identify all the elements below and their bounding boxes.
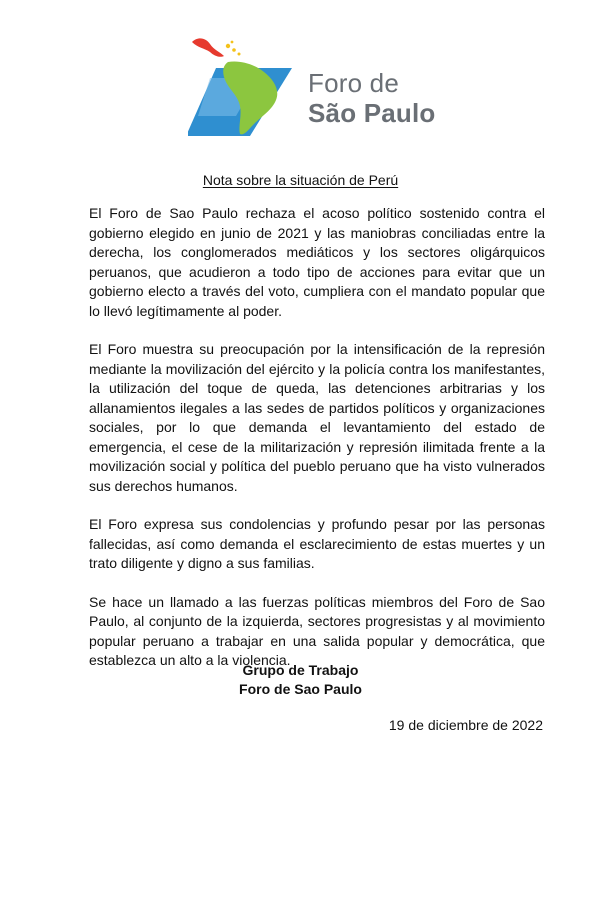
document-title: Nota sobre la situación de Perú bbox=[202, 172, 399, 188]
signature-line2: Foro de Sao Paulo bbox=[239, 681, 362, 697]
signature-block bbox=[0, 661, 601, 699]
foro-de-sao-paulo-logo bbox=[188, 32, 448, 142]
logo-wordmark bbox=[308, 70, 436, 126]
paragraph: El Foro de Sao Paulo rechaza el acoso político sostenido contra el gobierno elegido en junio de 2021 y las maniobras conciliadas entre la derecha, los conglomerados mediáticos y los sectores oligárquicos peruanos, que acudieron a todo tipo de acciones para evitar que un gobierno electo a través del voto, cumpliera con el mandato popular que lo llevó legítimamente al poder. bbox=[89, 205, 545, 319]
paragraph: El Foro expresa sus condolencias y profundo pesar por las personas fallecidas, así como demanda el esclarecimiento de estas muertes y un trato diligente y digno a sus familias. bbox=[89, 516, 545, 571]
logo-yellow-dot bbox=[231, 41, 234, 44]
logo-text-line2: São Paulo bbox=[308, 98, 436, 128]
logo-yellow-dot bbox=[238, 53, 241, 56]
logo-yellow-dot bbox=[226, 44, 230, 48]
document-body bbox=[89, 204, 545, 690]
americas-map-icon bbox=[188, 32, 318, 142]
logo-yellow-dot bbox=[232, 48, 236, 52]
paragraph: Se hace un llamado a las fuerzas políticas miembros del Foro de Sao Paulo, al conjunto de la izquierda, sectores progresistas y al movimiento popular peruano a trabajar en una salida popular y democrática, que establezca un alto a la violencia. bbox=[89, 593, 545, 668]
logo-text-line1: Foro de bbox=[308, 68, 400, 98]
paragraph: El Foro muestra su preocupación por la intensificación de la represión mediante la movilización del ejército y la policía contra los manifestantes, la utilización del toque de queda, las detenciones arbitrarias y los allanamientos ilegales a las sedes de partidos políticos y organizaciones sociales, por lo que demanda el levantamiento del estado de emergencia, el cese de la militarización y represión ilimitada frente a la movilización social y política del pueblo peruano que ha visto vulnerados sus derechos humanos. bbox=[89, 341, 545, 494]
document-date: 19 de diciembre de 2022 bbox=[388, 717, 543, 733]
signature-line1: Grupo de Trabajo bbox=[242, 662, 359, 678]
logo-red-shape bbox=[192, 38, 224, 56]
